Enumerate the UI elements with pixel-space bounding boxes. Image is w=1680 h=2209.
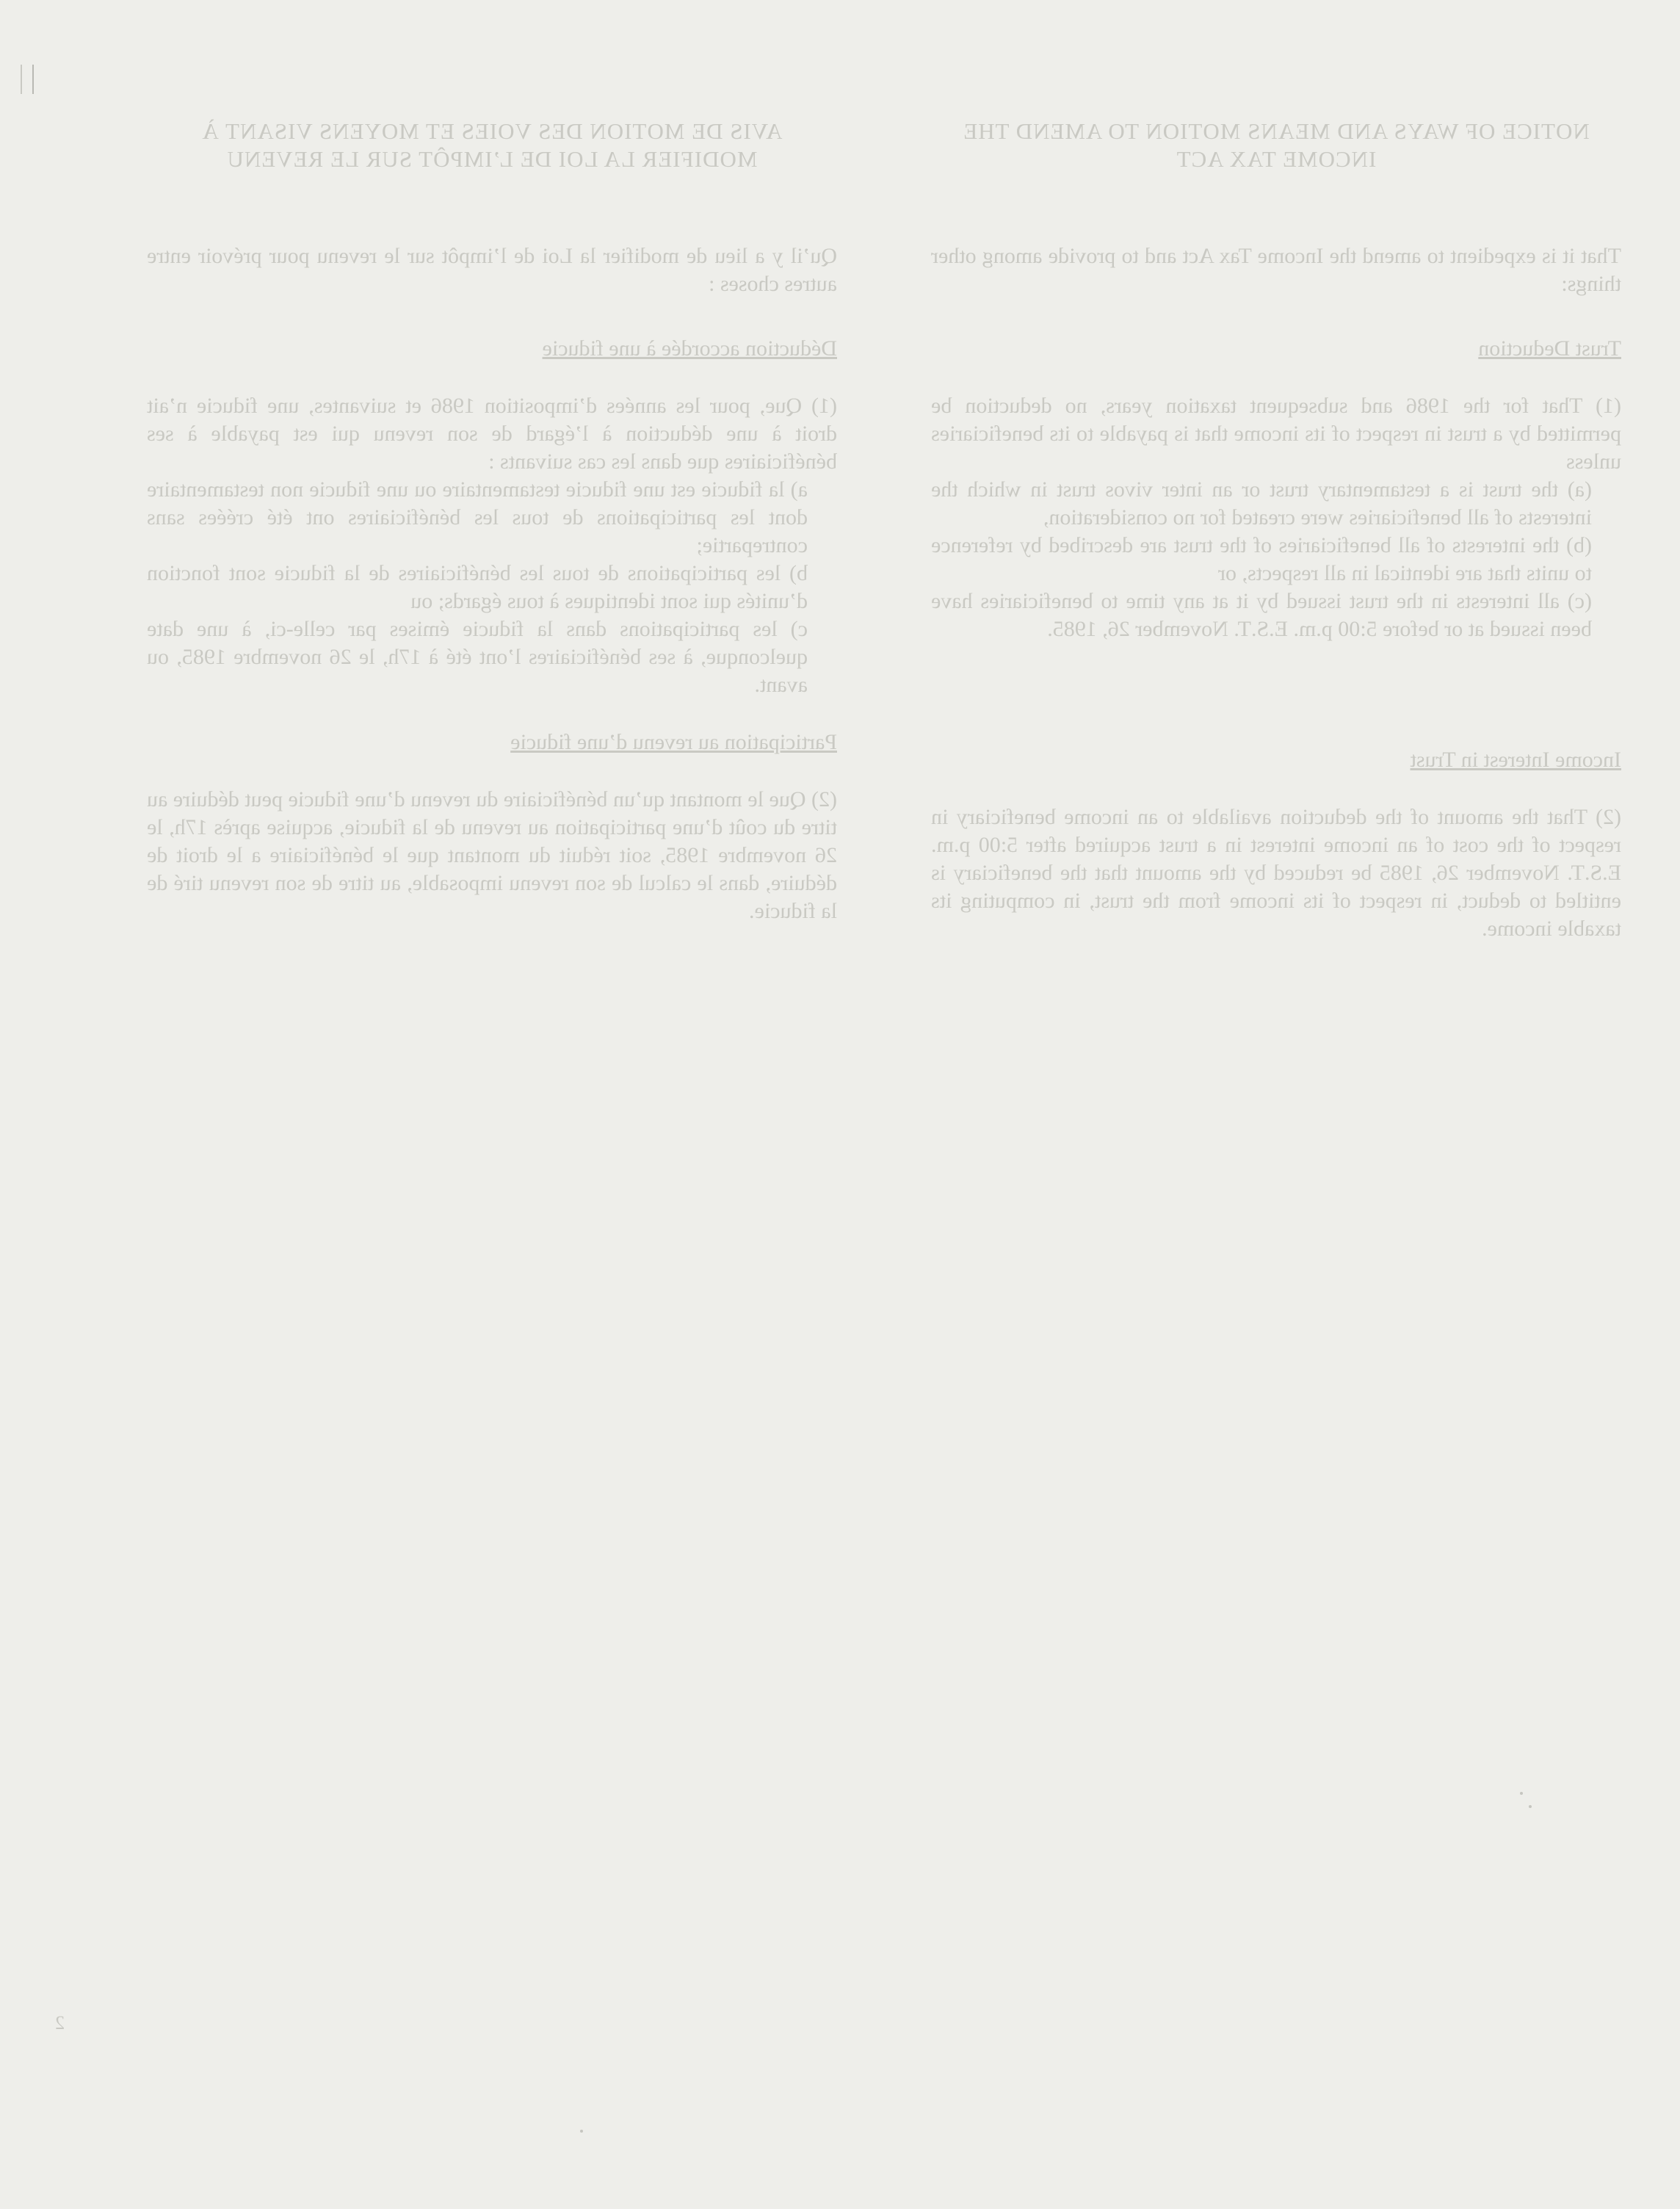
english-column [931,118,1621,943]
french-section2-paragraph: (2) Que le montant qu’un bénéficiaire du revenu d’une fiducie peut déduire au titre du coût d’une participation au revenu de la fiducie, acquise après 17h, le 26 novembre 1985, soit réduit du montant que le bénéficiaire a le droit de déduire, dans le calcul de son revenu imposable, au titre de son revenu tiré de la fiducie. [147,787,837,923]
french-heading: AVIS DE MOTION DES VOIES ET MOYENS VISANT À MODIFIER LA LOI DE L’IMPÔT SUR LE REVENU [201,118,783,172]
french-section1-title: Déduction accordée à une fiducie [542,336,837,361]
binding-edge-marks [21,65,34,94]
french-column [147,118,837,925]
english-section-gap [931,643,1621,746]
english-section1-title: Trust Deduction [1478,336,1621,361]
english-section1-item-a: (a) the trust is a testamentary trust or an inter vivos trust in which the interests of all beneficiaries were created for no consideration, [931,477,1592,529]
french-section1-item-a: a) la fiducie est une fiducie testamentaire ou une fiducie non testamentaire dont les participations de tous les bénéficiaires ont été créées sans contrepartie; [147,477,808,557]
french-section-gap [147,699,837,728]
english-section2-title: Income Interest in Trust [1410,748,1621,772]
scan-speck [1529,1805,1532,1808]
english-intro: That it is expedient to amend the Income Tax Act and to provide among other things: [931,244,1621,296]
english-section1-paragraph: (1) That for the 1986 and subsequent taxation years, no deduction be permitted by a trust in respect of its income that is payable to its beneficiaries unless [931,394,1621,474]
english-section1-item-b: (b) the interests of all beneficiaries of the trust are described by reference to units that are identical in all respects, or [931,533,1592,585]
french-section1-paragraph: (1) Que, pour les années d’imposition 1986 et suivantes, une fiducie n’ait droit à une déduction à l’égard de son revenu qui est payable à ses bénéficiaires que dans les cas suivants : [147,394,837,474]
scan-speck [580,2130,583,2133]
page-number: 2 [55,2012,65,2033]
french-section1-item-b: b) les participations de tous les bénéficiaires de la fiducie sont fonction d’unités qui sont identiques à tous égards; ou [147,561,808,613]
english-heading: NOTICE OF WAYS AND MEANS MOTION TO AMEND THE INCOME TAX ACT [963,118,1590,172]
english-section1-item-c: (c) all interests in the trust issued by it at any time to beneficiaries have been issued at or before 5:00 p.m. E.S.T. November 26, 1985. [931,589,1592,641]
french-intro: Qu’il y a lieu de modifier la Loi de l’impôt sur le revenu pour prévoir entre autres choses : [147,244,837,296]
french-section2-title: Participation au revenu d’une fiducie [510,730,837,754]
french-section1-item-c: c) les participations dans la fiducie émises par celle-ci, à une date quelconque, à ses bénéficiaires l’ont été à 17h, le 26 novembre 1985, ou avant. [147,617,808,697]
scan-speck [1520,1792,1523,1795]
english-section2-paragraph: (2) That the amount of the deduction available to an income beneficiary in respect of the cost of an income interest in a trust acquired after 5:00 p.m. E.S.T. November 26, 1985 be reduced by the amount that the beneficiary is entitled to deduct, in respect of its income from the trust, in computing its taxable income. [931,805,1621,941]
